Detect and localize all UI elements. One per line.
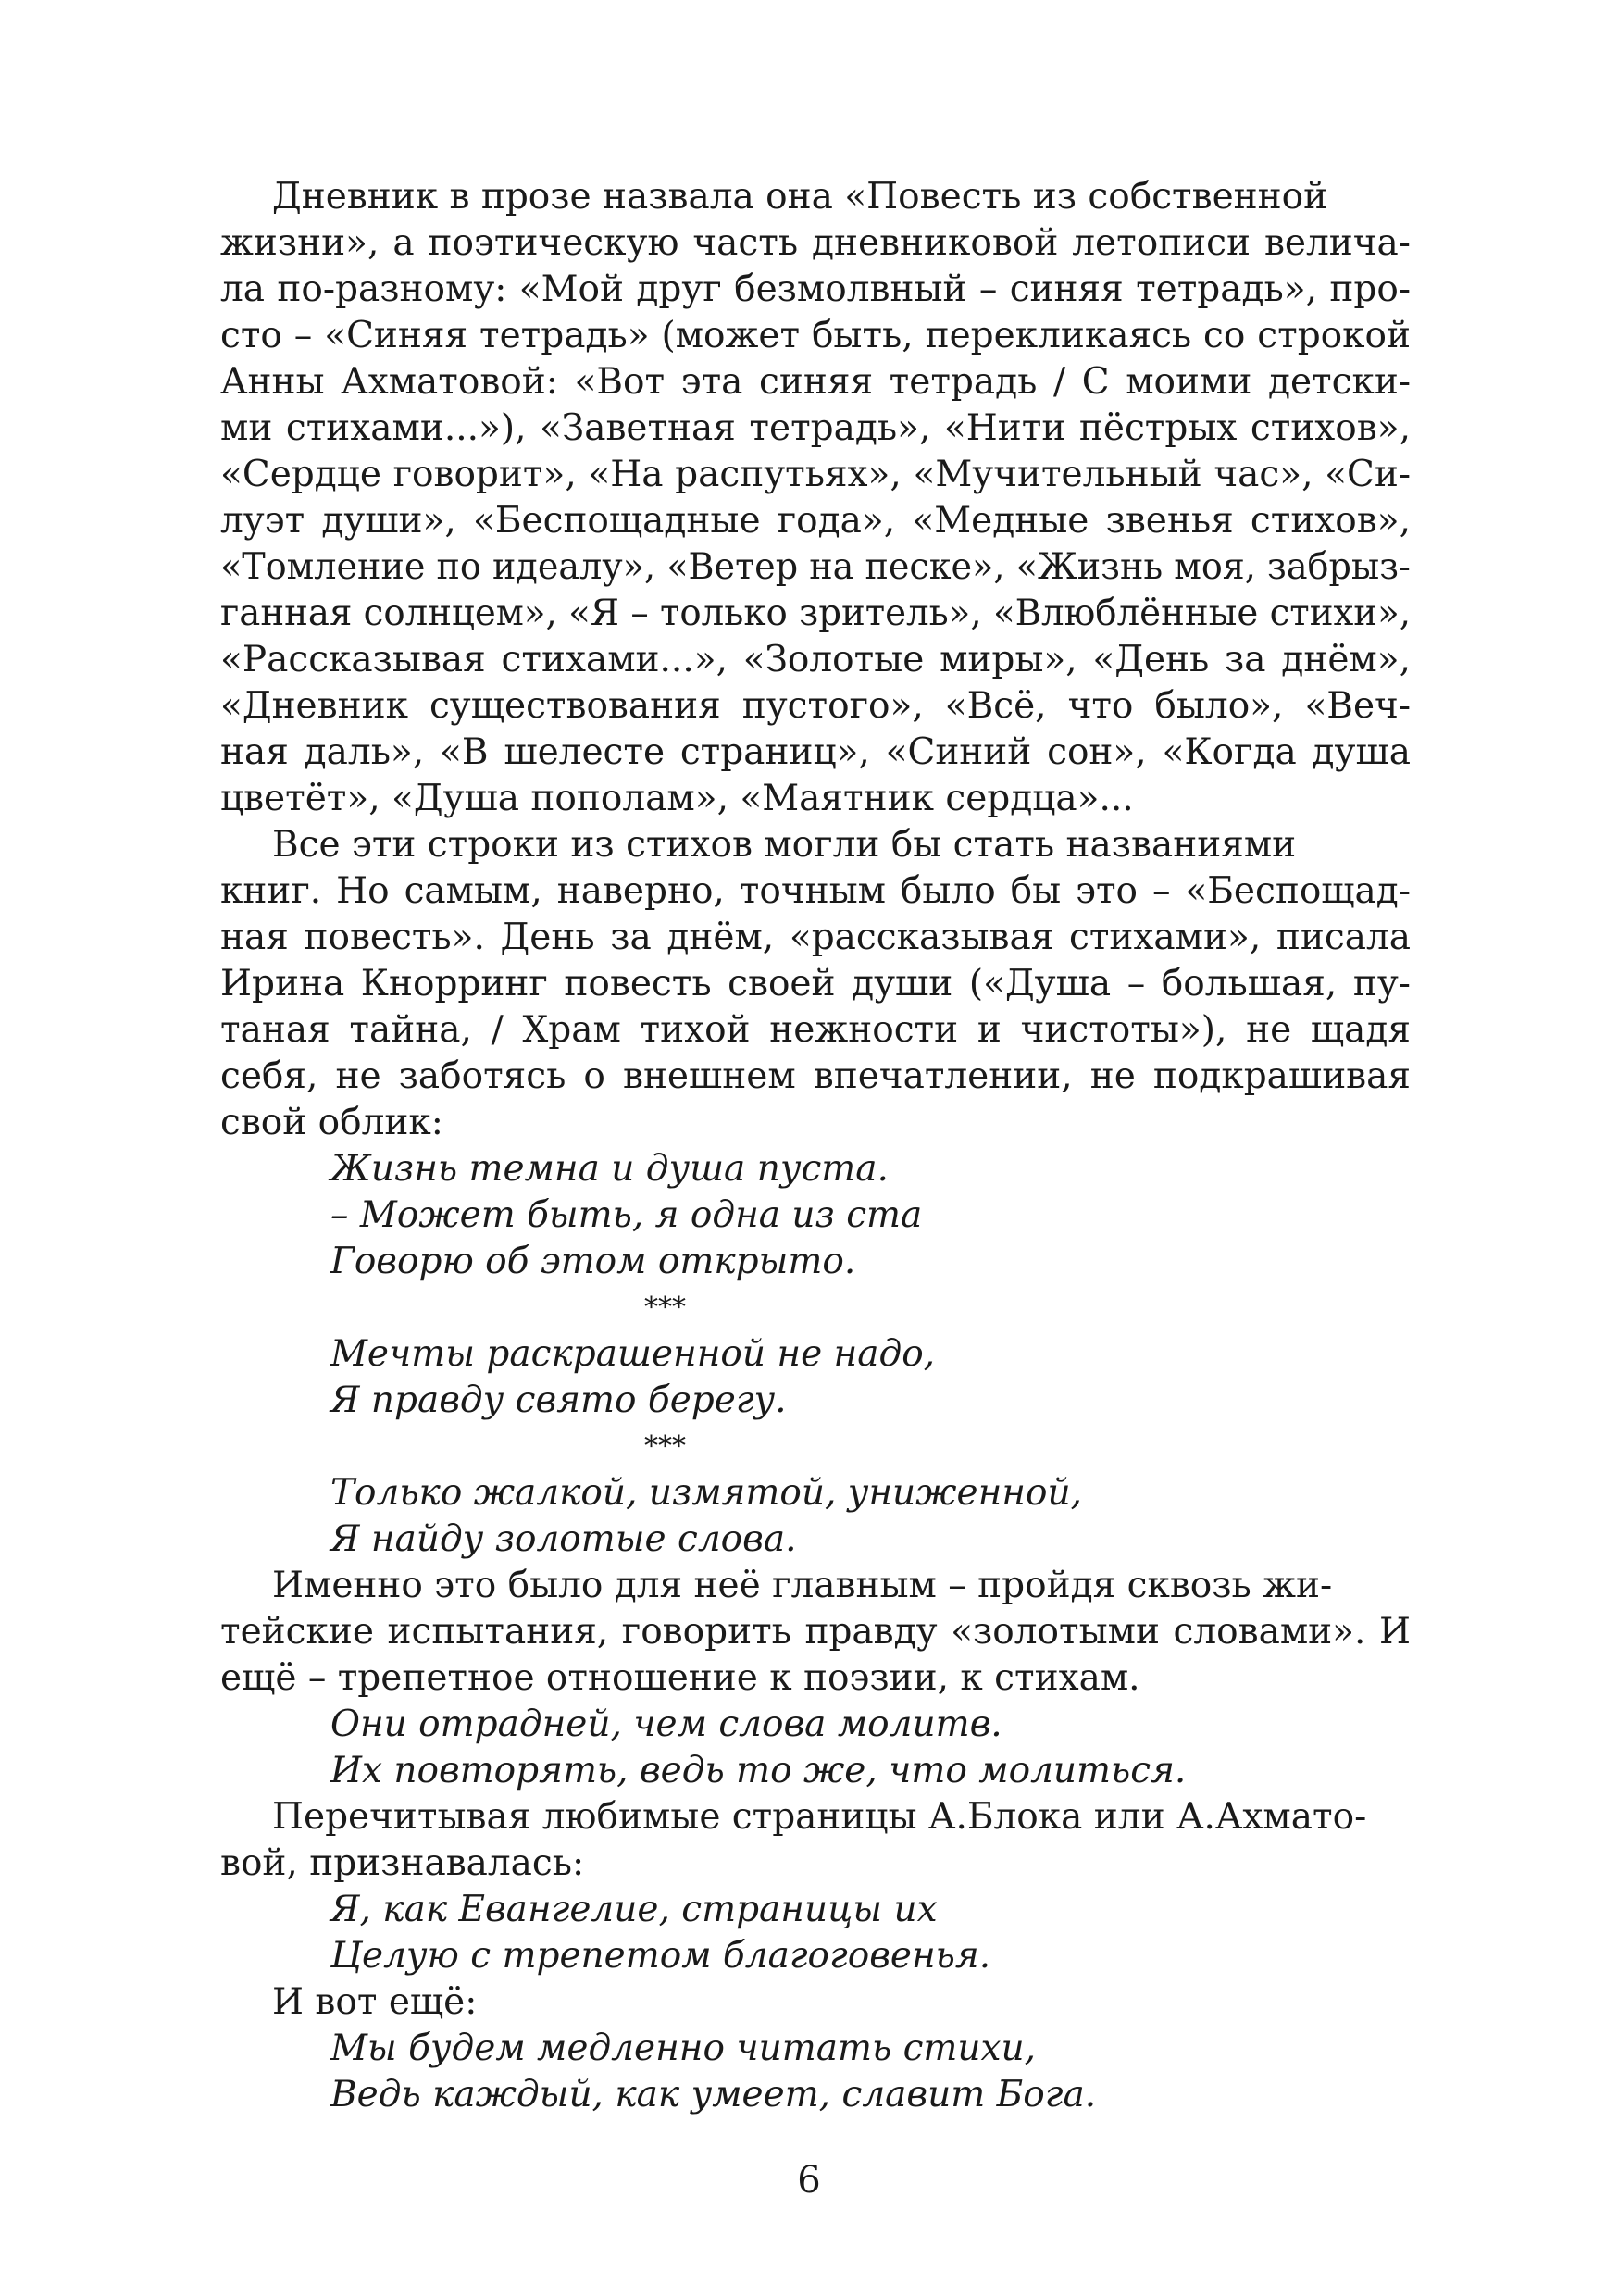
text-line: вой, признавалась: xyxy=(220,1842,585,1884)
text-line: «Томление по идеалу», «Ветер на песке», «Жизнь моя, забрыз- xyxy=(220,546,1411,588)
poem-line: Я найду золотые слова. xyxy=(330,1518,797,1560)
stanza-separator: *** xyxy=(644,1430,686,1463)
poem-line: Их повторять, ведь то же, что молиться. xyxy=(330,1750,1187,1791)
text-line: Дневник в прозе назвала она «Повесть из собственной xyxy=(272,176,1328,218)
poem-line: Только жалкой, измятой, униженной, xyxy=(330,1472,1082,1514)
text-line: «Рассказывая стихами...», «Золотые миры», «День за днём», xyxy=(220,639,1411,680)
text-line: цветёт», «Душа пополам», «Маятник сердца»... xyxy=(220,778,1134,819)
stanza-separator: *** xyxy=(644,1292,686,1324)
poem-line: Целую с трепетом благоговенья. xyxy=(330,1935,991,1977)
poem-line: – Может быть, я одна из ста xyxy=(330,1194,923,1236)
text-line: сто – «Синяя тетрадь» (может быть, перекликаясь со строкой xyxy=(220,315,1411,356)
page-number: 6 xyxy=(797,2159,821,2202)
text-line: Все эти строки из стихов могли бы стать названиями xyxy=(272,824,1297,866)
text-line: ми стихами...»), «Заветная тетрадь», «Нити пёстрых стихов», xyxy=(220,407,1411,449)
text-line: ганная солнцем», «Я – только зритель», «Влюблённые стихи», xyxy=(220,593,1412,634)
text-line: ещё – трепетное отношение к поэзии, к стихам. xyxy=(220,1657,1140,1699)
text-line: жизни», а поэтическую часть дневниковой летописи велича- xyxy=(220,222,1411,264)
poem-line: Мечты раскрашенной не надо, xyxy=(330,1333,936,1375)
text-line: луэт души», «Беспощадные года», «Медные звенья стихов», xyxy=(220,500,1411,542)
poem-line: Мы будем медленно читать стихи, xyxy=(330,2028,1037,2069)
poem-line: Жизнь темна и душа пуста. xyxy=(330,1148,889,1190)
poem-line: Говорю об этом открыто. xyxy=(330,1241,856,1282)
text-line: «Сердце говорит», «На распутьях», «Мучительный час», «Си- xyxy=(220,454,1411,495)
text-line: Перечитывая любимые страницы А.Блока или А.Ахмато- xyxy=(272,1796,1367,1838)
text-line: свой облик: xyxy=(220,1102,443,1143)
text-line: тейские испытания, говорить правду «золотыми словами». И xyxy=(220,1611,1411,1653)
poem-line: Я, как Евангелие, страницы их xyxy=(330,1889,938,1930)
text-line: Анны Ахматовой: «Вот эта синяя тетрадь / С моими детски- xyxy=(220,361,1411,403)
poem-line: Они отрадней, чем слова молитв. xyxy=(330,1703,1002,1745)
text-line: ная даль», «В шелесте страниц», «Синий сон», «Когда душа xyxy=(220,731,1411,773)
text-line: таная тайна, / Храм тихой нежности и чистоты»), не щадя xyxy=(220,1009,1411,1051)
text-line: ная повесть». День за днём, «рассказывая стихами», писала xyxy=(220,917,1411,958)
poem-line: Я правду свято берегу. xyxy=(330,1379,787,1421)
text-line: «Дневник существования пустого», «Всё, что было», «Веч- xyxy=(220,685,1411,727)
text-line: И вот ещё: xyxy=(272,1981,478,2023)
text-line: Ирина Кнорринг повесть своей души («Душа – большая, пу- xyxy=(220,963,1411,1004)
text-line: себя, не заботясь о внешнем впечатлении, не подкрашивая xyxy=(220,1055,1411,1097)
text-line: ла по-разному: «Мой друг безмолвный – синяя тетрадь», про- xyxy=(220,268,1411,310)
text-line: Именно это было для неё главным – пройдя сквозь жи- xyxy=(272,1565,1333,1606)
poem-line: Ведь каждый, как умеет, славит Бога. xyxy=(330,2074,1097,2115)
text-line: книг. Но самым, наверно, точным было бы это – «Беспощад- xyxy=(220,870,1411,912)
